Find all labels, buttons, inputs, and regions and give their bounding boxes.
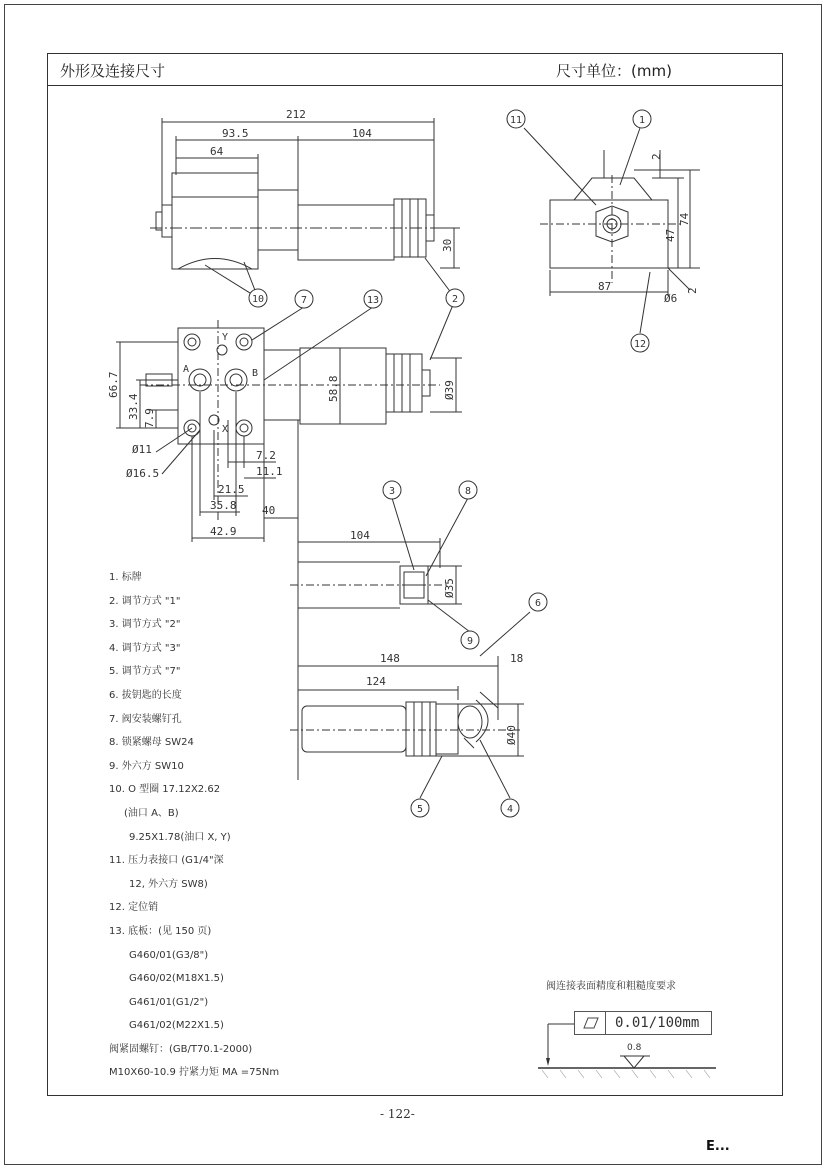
callout-9-label: 9 — [466, 636, 474, 647]
dim-35-8: 35.8 — [210, 499, 237, 512]
dim-58-8: 58.8 — [327, 375, 340, 402]
legend-item: G461/01(G1/2") — [129, 996, 209, 1008]
callout-1-label: 1 — [638, 115, 646, 126]
callout-2a-label: 2 — [451, 294, 459, 305]
dim-47: 47 — [664, 228, 677, 242]
legend-item: 10. O 型圈 17.12X2.62 — [109, 784, 221, 796]
dim-2-bottom: 2 — [686, 287, 699, 294]
legend-item: 12. 定位销 — [109, 902, 159, 914]
dim-40: 40 — [262, 504, 276, 517]
callout-12-label: 12 — [633, 339, 647, 350]
callout-13-label: 13 — [366, 295, 380, 306]
flatness-value: 0.01/100mm — [615, 1015, 700, 1031]
dim-d40: Ø40 — [505, 725, 518, 745]
dim-66-7: 66.7 — [107, 371, 120, 398]
port-b: B — [252, 368, 259, 379]
dim-74: 74 — [678, 212, 691, 226]
legend-item: 12, 外六方 SW8) — [129, 878, 208, 890]
legend-item: 9.25X1.78(油口 X, Y) — [129, 831, 231, 843]
finish-requirement-label: 阀连接表面精度和粗糙度要求 — [546, 981, 676, 992]
legend-item: 5. 调节方式 "7" — [109, 666, 181, 678]
dim-11-1: 11.1 — [256, 465, 283, 478]
callout-6-label: 6 — [534, 598, 542, 609]
callout-3-label: 3 — [388, 486, 396, 497]
legend-item: M10X60-10.9 拧紧力矩 MA =75Nm — [109, 1067, 280, 1079]
dim-93-5: 93.5 — [222, 127, 249, 140]
dim-42-9: 42.9 — [210, 525, 237, 538]
dim-d6: Ø6 — [664, 292, 678, 305]
dim-148: 148 — [380, 652, 400, 665]
flatness-tolerance-frame — [574, 1011, 712, 1035]
dim-30: 30 — [441, 238, 454, 252]
unit-label: 尺寸单位：(mm) — [556, 62, 672, 80]
dim-21-5: 21.5 — [218, 483, 245, 496]
callout-5-label: 5 — [416, 804, 424, 815]
dim-7-9: 7.9 — [143, 408, 156, 428]
flatness-icon — [575, 1012, 606, 1034]
callout-8-label: 8 — [464, 486, 472, 497]
dim-d35: Ø35 — [443, 578, 456, 598]
dim-212: 212 — [286, 108, 306, 121]
legend-item: (油口 A、B) — [124, 807, 179, 819]
dim-104: 104 — [352, 127, 372, 140]
dim-d16-5: Ø16.5 — [126, 467, 160, 480]
dim-18: 18 — [510, 652, 524, 665]
callout-10-label: 10 — [251, 294, 265, 305]
roughness-value: 0.8 — [627, 1043, 642, 1053]
legend-item: G461/02(M22X1.5) — [129, 1020, 224, 1032]
legend-item: 1. 标牌 — [109, 572, 142, 583]
page-title: 外形及连接尺寸 — [60, 62, 166, 80]
page-number: - 122- — [380, 1107, 415, 1121]
parts-legend — [109, 566, 279, 1085]
dim-d11: Ø11 — [132, 443, 152, 456]
dim-2-top: 2 — [650, 153, 663, 160]
legend-item: 2. 调节方式 "1" — [109, 595, 181, 607]
legend-item: G460/02(M18X1.5) — [129, 973, 224, 985]
legend-item: 7. 阀安装螺钉孔 — [109, 713, 182, 725]
callout-4-label: 4 — [506, 804, 514, 815]
port-a: A — [183, 364, 190, 375]
legend-item: 阀紧固螺钉：(GB/T70.1-2000) — [109, 1043, 253, 1055]
dim-104-lower: 104 — [350, 529, 370, 542]
header-bar — [48, 54, 782, 86]
dim-33-4: 33.4 — [127, 393, 140, 420]
legend-item: 13. 底板：(见 150 页) — [109, 925, 212, 937]
legend-item: 11. 压力表接口 (G1/4"深 — [109, 855, 224, 867]
dim-7-2: 7.2 — [256, 449, 276, 462]
legend-item: 4. 调节方式 "3" — [109, 642, 181, 654]
dim-64: 64 — [210, 145, 224, 158]
legend-item: 9. 外六方 SW10 — [109, 760, 184, 772]
dim-87: 87 — [598, 280, 612, 293]
callout-11-label: 11 — [509, 115, 523, 126]
legend-item: G460/01(G3/8") — [129, 949, 209, 961]
callout-7-label: 7 — [300, 295, 308, 306]
legend-item: 3. 调节方式 "2" — [109, 619, 181, 631]
port-y: Y — [222, 332, 229, 343]
port-x: X — [222, 424, 229, 435]
dim-124: 124 — [366, 675, 386, 688]
legend-item: 8. 锁紧螺母 SW24 — [109, 737, 194, 749]
dim-d39: Ø39 — [443, 380, 456, 400]
brand-logo: E... — [706, 1139, 730, 1154]
legend-item: 6. 拔钥匙的长度 — [109, 689, 182, 701]
